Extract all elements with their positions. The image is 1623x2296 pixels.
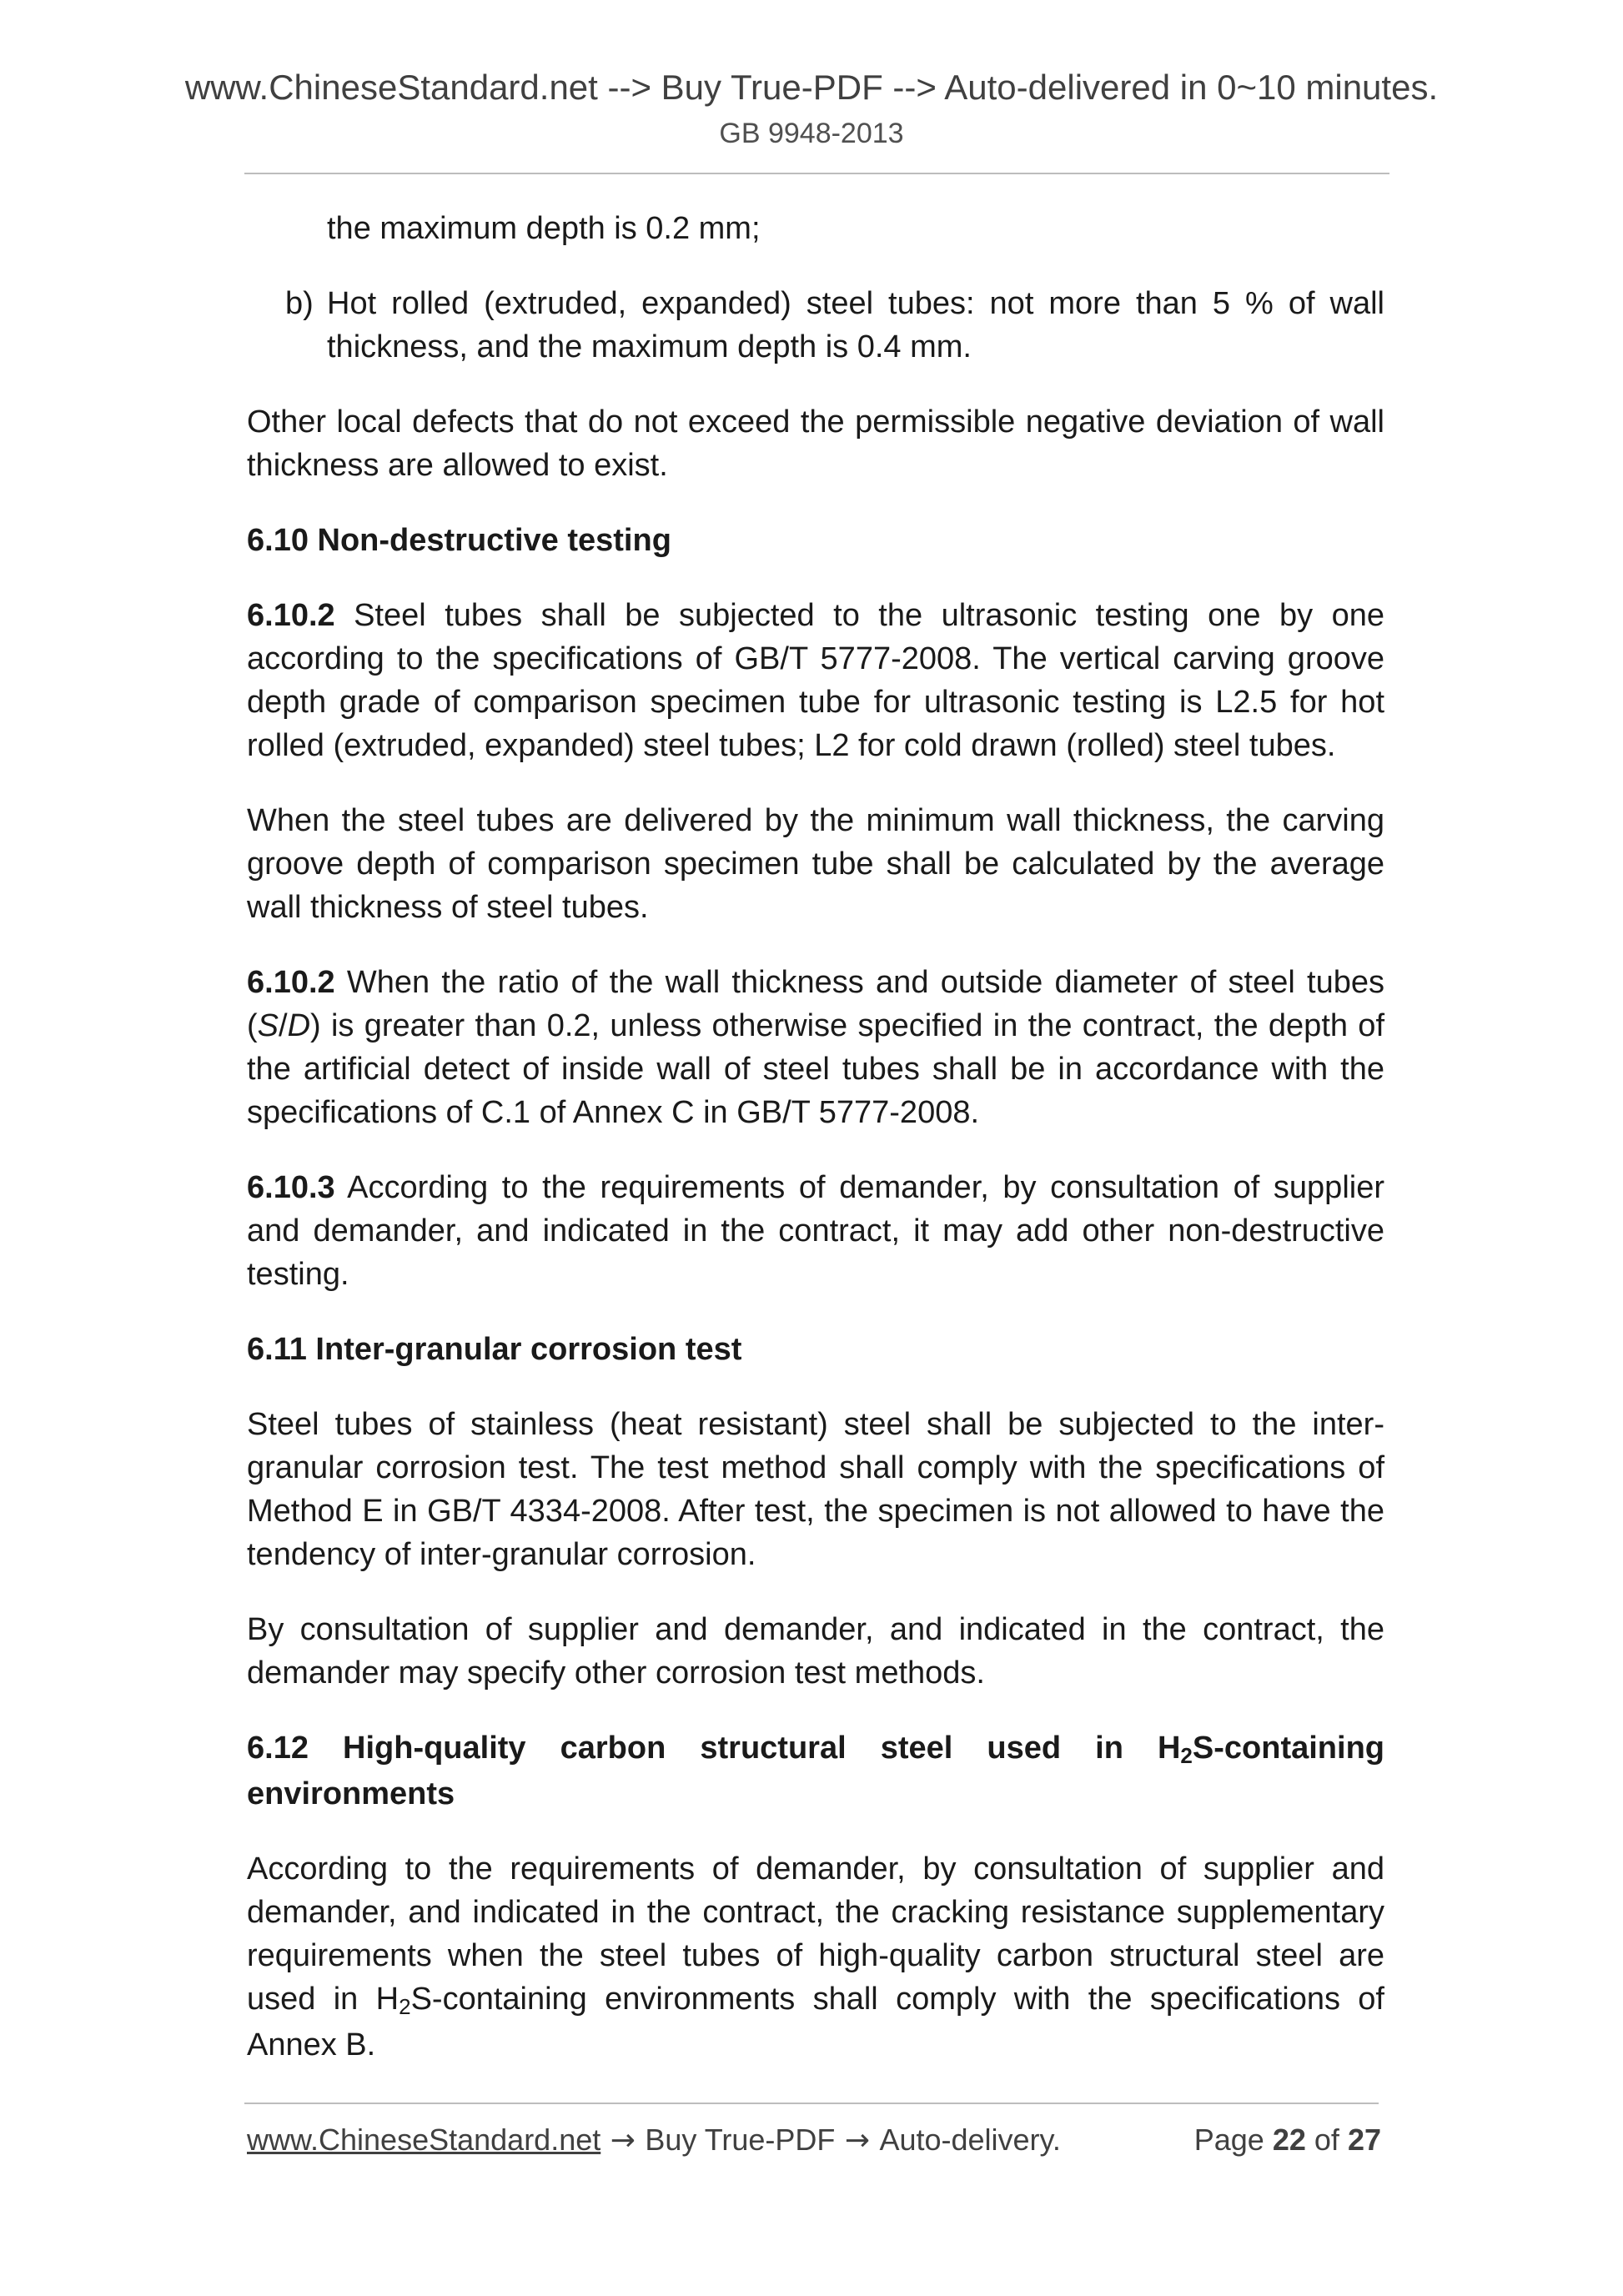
- paragraph-6-12: [247, 1847, 1384, 2067]
- list-item-b: [247, 282, 1384, 369]
- clause-text: According to the requirements of demander, by consultation of supplier and demander, and indicated in the contract, the cracking resistance supplementary requirements when the steel tubes of high-quality carbon structural steel are used in H: [247, 1851, 1384, 2017]
- arrow-right-icon: →: [835, 2123, 880, 2158]
- paragraph-6-10-2-ultrasonic: [247, 594, 1384, 767]
- site-link[interactable]: www.ChineseStandard.net: [247, 2123, 601, 2157]
- clause-text: Steel tubes shall be subjected to the ultrasonic testing one by one according to the specifications of GB/T 5777-2008. The vertical carving groove depth grade of comparison specimen tube for ultrasonic testing is L2.5 for hot rolled (extruded, expanded) steel tubes; L2 for cold drawn (rolled) steel tubes.: [247, 598, 1384, 763]
- subscript-2: 2: [399, 1994, 411, 2019]
- subscript-2: 2: [1180, 1743, 1193, 1768]
- symbol-s: S: [257, 1008, 279, 1043]
- current-page-number: 22: [1272, 2123, 1306, 2157]
- paragraph-minimum-wall: When the steel tubes are delivered by the minimum wall thickness, the carving groove depth of comparison specimen tube shall be calculated by the average wall thickness of steel tubes.: [247, 803, 1384, 925]
- top-banner: www.ChineseStandard.net --> Buy True-PDF --> Auto-delivered in 0~10 minutes.: [184, 68, 1439, 107]
- clause-number: 6.10.3: [247, 1170, 335, 1205]
- list-item-text: Hot rolled (extruded, expanded) steel tubes: not more than 5 % of wall thickness, and the maximum depth is 0.4 mm.: [327, 286, 1384, 364]
- symbol-d: D: [287, 1008, 311, 1043]
- footer-links: [247, 2122, 1061, 2159]
- total-pages-number: 27: [1347, 2123, 1381, 2157]
- clause-number: 6.10.2: [247, 598, 335, 633]
- symbol-slash: /: [279, 1008, 288, 1043]
- section-heading-6-10: 6.10 Non-destructive testing: [247, 523, 671, 558]
- clause-text: According to the requirements of demander, by consultation of supplier and demander, and indicated in the contract, it may add other non-destructive testing.: [247, 1170, 1384, 1292]
- clause-text: ) is greater than 0.2, unless otherwise specified in the contract, the depth of the artificial detect of inside wall of steel tubes shall be in accordance with the specifications of C.1 of Annex C in GB/T 5777-2008.: [247, 1008, 1384, 1130]
- continued-line: the maximum depth is 0.2 mm;: [327, 211, 761, 246]
- list-marker: b): [285, 286, 314, 321]
- auto-delivery-text: Auto-delivery.: [879, 2123, 1061, 2157]
- paragraph-6-10-3: [247, 1166, 1384, 1296]
- paragraph-6-11-corrosion-test: Steel tubes of stainless (heat resistant) steel shall be subjected to the inter-granular corrosion test. The test method shall comply with the specifications of Method E in GB/T 4334-2008. After test, the specimen is not allowed to have the tendency of inter-granular corrosion.: [247, 1407, 1384, 1572]
- paragraph-6-11-other-methods: By consultation of supplier and demander, and indicated in the contract, the demander may specify other corrosion test methods.: [247, 1612, 1384, 1691]
- clause-number: 6.10.2: [247, 965, 335, 1000]
- section-heading-6-11: 6.11 Inter-granular corrosion test: [247, 1332, 742, 1367]
- clause-text: When the ratio of the wall thickness and outside diameter of steel tubes (: [247, 965, 1384, 1043]
- section-heading-6-12: [247, 1726, 1384, 1816]
- page-content: [247, 207, 1384, 2098]
- of-label: of: [1314, 2123, 1339, 2157]
- header-divider: [244, 173, 1389, 174]
- paragraph-6-10-2-ratio: [247, 961, 1384, 1134]
- buy-true-pdf-text: Buy True-PDF: [645, 2123, 836, 2157]
- paragraph-other-defects: Other local defects that do not exceed the permissible negative deviation of wall thickness are allowed to exist.: [247, 404, 1384, 483]
- heading-text: 6.12 High-quality carbon structural steel used in H: [247, 1731, 1181, 1766]
- clause-text: S-containing environments shall comply with the specifications of Annex B.: [247, 1982, 1384, 2062]
- footer-divider: [244, 2103, 1379, 2104]
- heading-text: S-containing environments: [247, 1731, 1384, 1811]
- page-label: Page: [1193, 2123, 1264, 2157]
- arrow-right-icon: →: [600, 2123, 646, 2158]
- document-code: GB 9948-2013: [719, 118, 904, 149]
- page-indicator: [1194, 2122, 1381, 2158]
